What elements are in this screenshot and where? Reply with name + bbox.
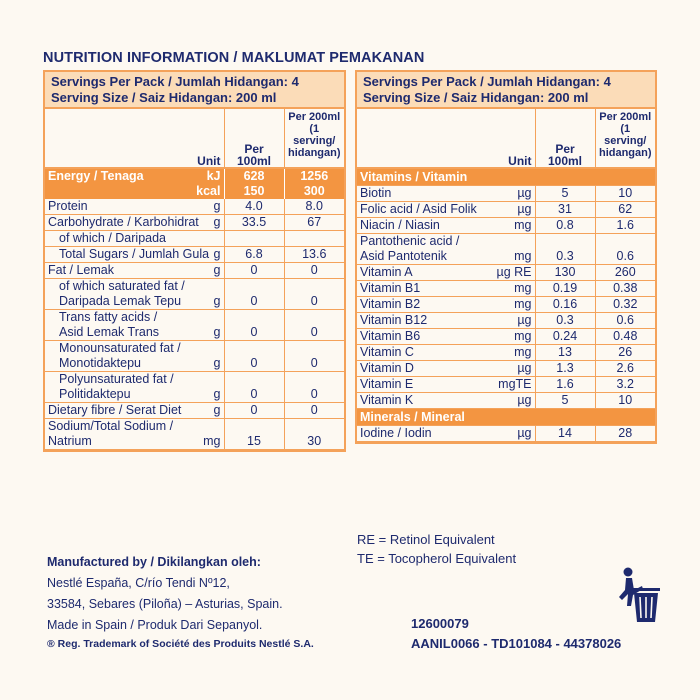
value-per200: 10 [595, 186, 655, 202]
value-per100: 4.0 [224, 199, 284, 215]
value-per100 [224, 231, 284, 247]
value-per200: 26 [595, 345, 655, 361]
serving-info-right [357, 72, 655, 109]
nutrient-unit: mg [487, 329, 535, 345]
nutrient-unit: µg [487, 313, 535, 329]
value-per100: 0.24 [535, 329, 595, 345]
nutrient-unit: µg RE [487, 265, 535, 281]
nutrient-name: Polyunsaturated fat / [59, 372, 174, 386]
value-per200: 0 [284, 325, 344, 341]
nutrient-unit: g [189, 215, 224, 231]
nutrient-name: Iodine / Iodin [357, 426, 487, 442]
recycle-bin-icon [612, 566, 664, 629]
value-per200: 0.6 [595, 249, 655, 265]
table-row-of-which-saturated-fat-line1 [45, 279, 344, 295]
footnotes [357, 530, 516, 568]
product-codes [411, 614, 621, 654]
value-per200: 28 [595, 426, 655, 442]
value-per200: 0.48 [595, 329, 655, 345]
nutrition-panel-right [355, 70, 657, 444]
per200-header-text-right: Per 200ml (1 serving/ hidangan) [598, 111, 652, 159]
nutrient-name-line2: Natrium [45, 434, 189, 450]
nutrient-unit: µg [487, 186, 535, 202]
table-row-vitamin-b2 [357, 297, 655, 313]
value-per100: 0.8 [535, 218, 595, 234]
value-per200: 1.6 [595, 218, 655, 234]
nutrient-name: Protein [45, 199, 189, 215]
nutrient-unit: µg [487, 393, 535, 409]
value-per200: 3.2 [595, 377, 655, 393]
value-per200: 30 [284, 434, 344, 450]
energy-kj-per100: 628 [224, 168, 284, 184]
value-per100: 5 [535, 186, 595, 202]
value-per200: 0.38 [595, 281, 655, 297]
name-col-header-right [357, 109, 487, 168]
nutrient-unit: mg [189, 434, 224, 450]
minerals-header: Minerals / Mineral [357, 409, 655, 426]
nutrition-table [45, 109, 344, 450]
table-row-vitamin-b12 [357, 313, 655, 329]
table-row-vitamin-b1 [357, 281, 655, 297]
value-per200: 0.32 [595, 297, 655, 313]
table-row-polyunsaturated-fat-line1 [45, 372, 344, 388]
value-per100: 0 [224, 387, 284, 403]
nutrient-name: Monounsaturated fat / [59, 341, 181, 355]
value-per200: 62 [595, 202, 655, 218]
value-per100: 0 [224, 356, 284, 372]
serving-info [45, 72, 344, 109]
nutrient-unit: g [189, 325, 224, 341]
table-row-sodium-total-sodium-line1 [45, 419, 344, 435]
serving-size-right: Serving Size / Saiz Hidangan: 200 ml [363, 90, 589, 105]
nutrient-name-line2: Asid Pantotenik [357, 249, 487, 265]
nutrient-name: Vitamin D [357, 361, 487, 377]
value-per200: 13.6 [284, 247, 344, 263]
energy-kcal-per200: 300 [284, 184, 344, 199]
code-line1: 12600079 [411, 616, 469, 631]
nutrient-name: Vitamin A [357, 265, 487, 281]
serving-size: Serving Size / Saiz Hidangan: 200 ml [51, 90, 277, 105]
table-row-pantothenic-acid-line1 [357, 234, 655, 250]
vitamins-section-row [357, 168, 655, 186]
table-row-vitamin-e [357, 377, 655, 393]
nutrient-name: Sodium/Total Sodium / [48, 419, 174, 433]
energy-unit-kcal: kcal [189, 184, 224, 199]
nutrient-unit: g [189, 387, 224, 403]
nutrient-unit [189, 231, 224, 247]
nutrient-name: of which / Daripada [45, 231, 189, 247]
nutrient-name: Carbohydrate / Karbohidrat [45, 215, 189, 231]
table-row-of-which-saturated-fat [45, 294, 344, 310]
nutrient-unit: µg [487, 361, 535, 377]
nutrient-name: of which saturated fat / [59, 279, 185, 293]
per200-col-header [284, 109, 344, 168]
unit-col-header: Unit [189, 109, 224, 168]
nutrition-panel-left [43, 70, 346, 452]
table-row-trans-fatty-acids [45, 325, 344, 341]
manufacturer-line3: Made in Spain / Produk Dari Sepanyol. [47, 618, 263, 632]
table-row-pantothenic-acid [357, 249, 655, 265]
table-row-vitamin-b6 [357, 329, 655, 345]
value-per100: 0.16 [535, 297, 595, 313]
energy-kj-per200: 1256 [284, 168, 344, 184]
value-per100: 0.3 [535, 249, 595, 265]
nutrient-name: Vitamin B2 [357, 297, 487, 313]
nutrient-name: Dietary fibre / Serat Diet [45, 403, 189, 419]
nutrient-unit: g [189, 403, 224, 419]
table-row-vitamin-d [357, 361, 655, 377]
code-line2: AANIL0066 - TD101084 - 44378026 [411, 636, 622, 651]
table-row-dietary-fibre-serat-diet [45, 403, 344, 419]
nutrient-name-line2: Asid Lemak Trans [45, 325, 189, 341]
value-per100: 13 [535, 345, 595, 361]
footnote-te: TE = Tocopherol Equivalent [357, 551, 517, 566]
nutrient-name: Trans fatty acids / [59, 310, 158, 324]
nutrient-name: Pantothenic acid / [360, 234, 460, 248]
value-per100: 6.8 [224, 247, 284, 263]
nutrient-name-line2: Politidaktepu [45, 387, 189, 403]
nutrient-name: Fat / Lemak [45, 263, 189, 279]
nutrient-name-line2: Monotidaktepu [45, 356, 189, 372]
nutrient-name: Biotin [357, 186, 487, 202]
nutrient-unit: g [189, 356, 224, 372]
table-row-sodium-total-sodium [45, 434, 344, 450]
energy-row-kcal [45, 184, 344, 199]
value-per100: 0 [224, 403, 284, 419]
manufacturer-heading: Manufactured by / Dikilangkan oleh: [47, 555, 261, 569]
value-per100: 0.19 [535, 281, 595, 297]
value-per100: 0.3 [535, 313, 595, 329]
table-row-folic-acid-asid-folik [357, 202, 655, 218]
nutrient-unit: mg [487, 297, 535, 313]
value-per100: 0 [224, 294, 284, 310]
value-per100: 14 [535, 426, 595, 442]
value-per200: 260 [595, 265, 655, 281]
footnote-re: RE = Retinol Equivalent [357, 532, 495, 547]
nutrient-name: Vitamin C [357, 345, 487, 361]
minerals-section-row [357, 409, 655, 426]
nutrient-unit: mg [487, 281, 535, 297]
vitamins-header: Vitamins / Vitamin [357, 168, 655, 186]
nutrient-unit: µg [487, 202, 535, 218]
servings-per-pack-right: Servings Per Pack / Jumlah Hidangan: 4 [363, 74, 611, 89]
value-per100: 0 [224, 325, 284, 341]
table-row-monounsaturated-fat [45, 356, 344, 372]
table-row-polyunsaturated-fat [45, 387, 344, 403]
value-per200 [284, 231, 344, 247]
value-per200: 0 [284, 356, 344, 372]
energy-row-kj [45, 168, 344, 184]
manufacturer-line1: Nestlé España, C/río Tendi Nº12, [47, 576, 230, 590]
nutrient-name: Niacin / Niasin [357, 218, 487, 234]
nutrient-unit: mg [487, 249, 535, 265]
value-per200: 8.0 [284, 199, 344, 215]
table-row-vitamin-c [357, 345, 655, 361]
manufacturer-line2: 33584, Sebares (Piloña) – Asturias, Spain. [47, 597, 283, 611]
value-per200: 67 [284, 215, 344, 231]
table-row-carbohydrate-karbohidrat [45, 215, 344, 231]
nutrient-name: Vitamin B6 [357, 329, 487, 345]
value-per100: 31 [535, 202, 595, 218]
value-per100: 1.6 [535, 377, 595, 393]
nutrient-name: Total Sugars / Jumlah Gula [45, 247, 189, 263]
nutrient-unit: g [189, 294, 224, 310]
page-title: NUTRITION INFORMATION / MAKLUMAT PEMAKANAN [43, 50, 425, 66]
servings-per-pack: Servings Per Pack / Jumlah Hidangan: 4 [51, 74, 299, 89]
energy-kcal-per100: 150 [224, 184, 284, 199]
table-row-vitamin-k [357, 393, 655, 409]
nutrient-unit: mg [487, 218, 535, 234]
table-row-iodine-iodin [357, 426, 655, 442]
trademark-note: ® Reg. Trademark of Société des Produits Nestlé S.A. [47, 638, 314, 650]
value-per200: 10 [595, 393, 655, 409]
value-per200: 0 [284, 294, 344, 310]
nutrient-name: Vitamin K [357, 393, 487, 409]
value-per200: 0.6 [595, 313, 655, 329]
nutrient-name: Vitamin B12 [357, 313, 487, 329]
table-row-of-which-daripada [45, 231, 344, 247]
nutrient-name: Folic acid / Asid Folik [357, 202, 487, 218]
manufacturer-info [47, 552, 283, 636]
value-per100: 0 [224, 263, 284, 279]
value-per100: 33.5 [224, 215, 284, 231]
nutrient-unit: mgTE [487, 377, 535, 393]
name-col-header [45, 109, 189, 168]
table-row-protein [45, 199, 344, 215]
value-per100: 1.3 [535, 361, 595, 377]
unit-col-header-right: Unit [487, 109, 535, 168]
value-per200: 2.6 [595, 361, 655, 377]
table-row-vitamin-a [357, 265, 655, 281]
value-per200: 0 [284, 263, 344, 279]
nutrient-name: Vitamin B1 [357, 281, 487, 297]
table-row-biotin [357, 186, 655, 202]
table-row-trans-fatty-acids-line1 [45, 310, 344, 326]
nutrient-name-line2: Daripada Lemak Tepu [45, 294, 189, 310]
nutrient-unit: g [189, 247, 224, 263]
nutrient-unit: µg [487, 426, 535, 442]
value-per200: 0 [284, 387, 344, 403]
per100-col-header: Per 100ml [224, 109, 284, 168]
value-per100: 130 [535, 265, 595, 281]
value-per100: 5 [535, 393, 595, 409]
energy-unit-kj: kJ [189, 168, 224, 184]
nutrient-unit: g [189, 263, 224, 279]
vitamin-table [357, 109, 655, 442]
nutrient-unit: mg [487, 345, 535, 361]
table-row-monounsaturated-fat-line1 [45, 341, 344, 357]
per100-col-header-right: Per 100ml [535, 109, 595, 168]
energy-label: Energy / Tenaga [45, 168, 189, 184]
nutrient-name: Vitamin E [357, 377, 487, 393]
value-per100: 15 [224, 434, 284, 450]
table-row-fat-lemak [45, 263, 344, 279]
table-row-niacin-niasin [357, 218, 655, 234]
per200-col-header-right [595, 109, 655, 168]
table-row-total-sugars-jumlah-gula [45, 247, 344, 263]
value-per200: 0 [284, 403, 344, 419]
nutrient-unit: g [189, 199, 224, 215]
per200-header-text: Per 200ml (1 serving/ hidangan) [287, 111, 341, 159]
